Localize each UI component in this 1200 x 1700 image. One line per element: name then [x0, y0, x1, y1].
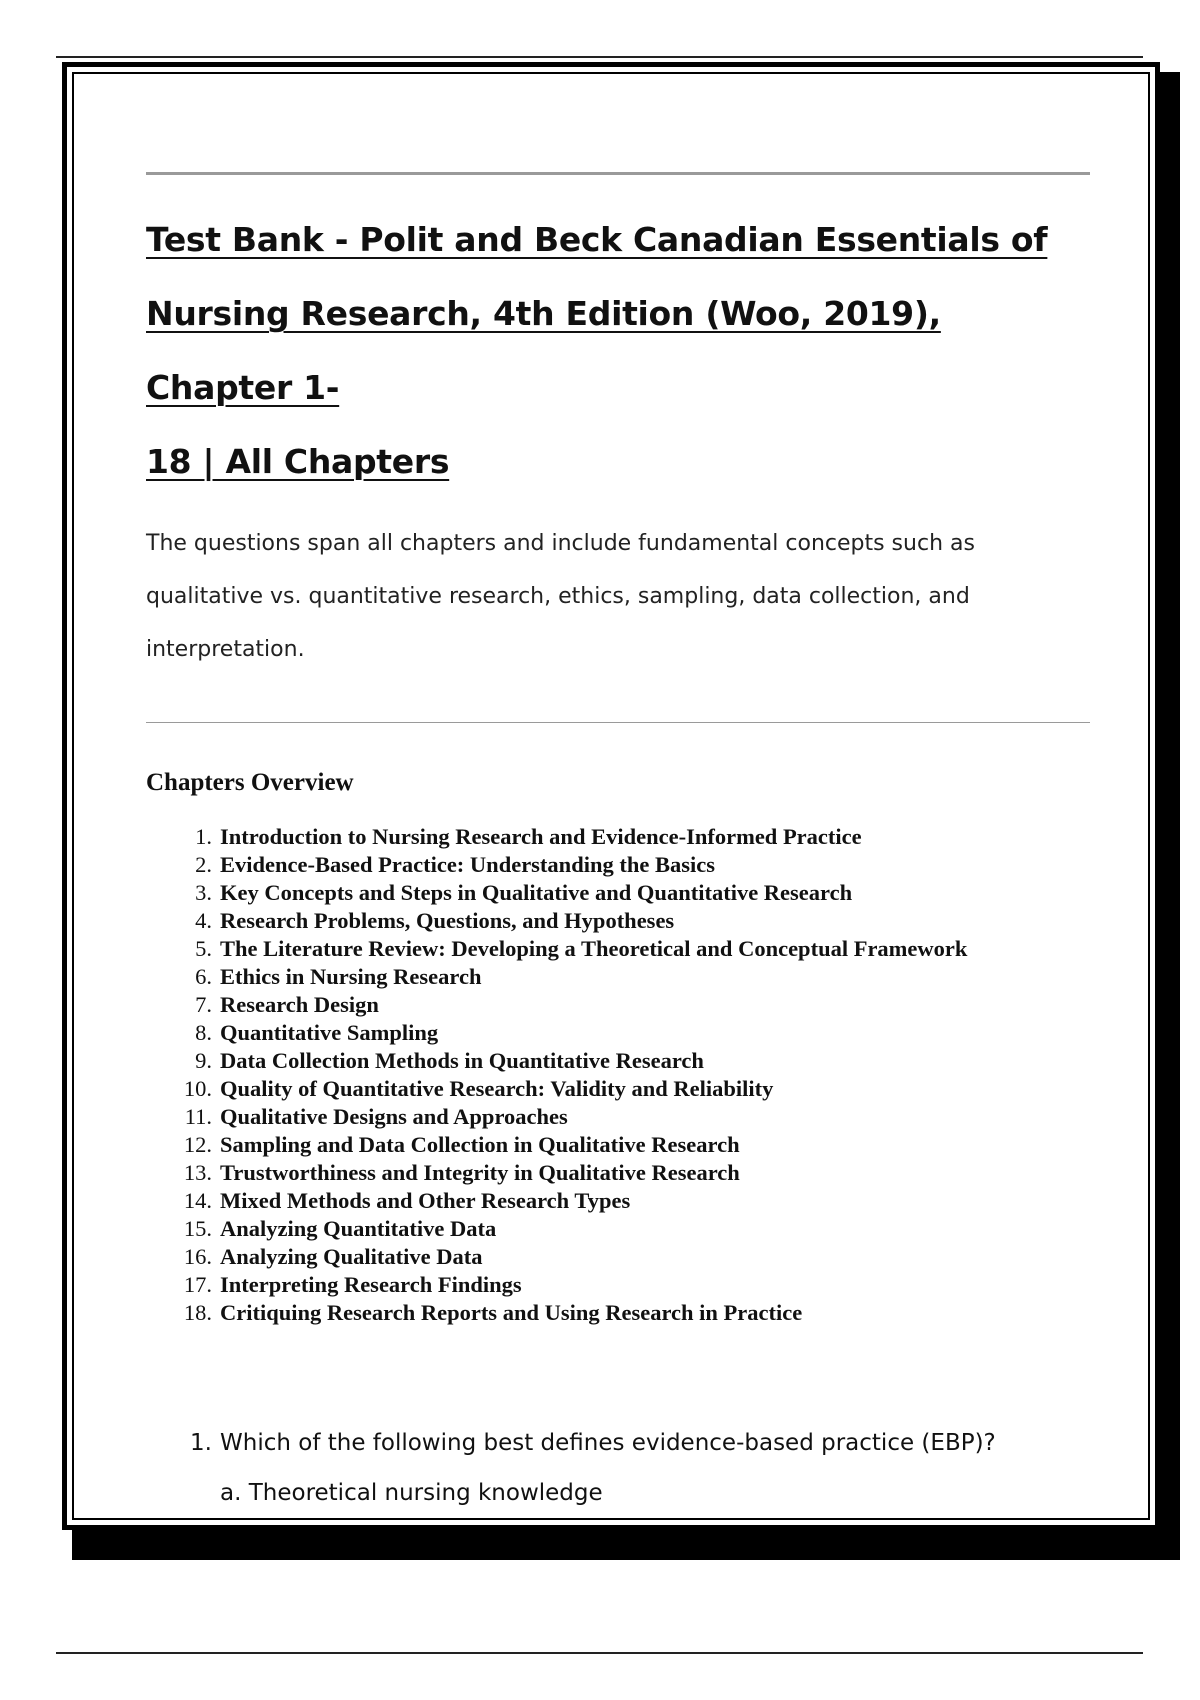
chapter-title: Data Collection Methods in Quantitative Research — [220, 1048, 704, 1073]
intro-line: qualitative vs. quantitative research, ethics, sampling, data collection, and — [146, 584, 970, 609]
chapter-item — [146, 963, 1090, 991]
question-row — [146, 1425, 1090, 1461]
chapter-item — [146, 1019, 1090, 1047]
chapter-item — [146, 1075, 1090, 1103]
chapter-item — [146, 1047, 1090, 1075]
chapter-number: 3. — [195, 880, 212, 905]
chapter-item — [146, 991, 1090, 1019]
title-line: Test Bank - Polit and Beck Canadian Essentials of — [146, 220, 1048, 259]
title-line: Nursing Research, 4th Edition (Woo, 2019), Chapter 1- — [146, 294, 941, 407]
chapter-item — [146, 1243, 1090, 1271]
chapter-item — [146, 851, 1090, 879]
chapter-item — [146, 1131, 1090, 1159]
chapter-title: Mixed Methods and Other Research Types — [220, 1188, 631, 1213]
chapter-number: 16. — [183, 1244, 212, 1269]
chapter-number: 6. — [195, 964, 212, 989]
title-top-divider — [146, 172, 1090, 175]
chapter-title: Ethics in Nursing Research — [220, 964, 482, 989]
top-page-rule — [56, 56, 1143, 58]
title-line: 18 | All Chapters — [146, 442, 450, 481]
question-block — [146, 1425, 1090, 1511]
chapter-number: 5. — [195, 936, 212, 961]
section-divider — [146, 722, 1090, 723]
chapter-title: Critiquing Research Reports and Using Research in Practice — [220, 1300, 803, 1325]
chapter-title: Sampling and Data Collection in Qualitative Research — [220, 1132, 740, 1157]
chapter-item — [146, 1215, 1090, 1243]
chapter-number: 8. — [195, 1020, 212, 1045]
chapters-list — [146, 823, 1090, 1327]
chapter-title: Research Design — [220, 992, 379, 1017]
intro-paragraph — [146, 517, 1026, 676]
chapter-number: 13. — [183, 1160, 212, 1185]
chapter-item — [146, 1271, 1090, 1299]
chapter-number: 11. — [184, 1104, 212, 1129]
chapter-title: The Literature Review: Developing a Theoretical and Conceptual Framework — [220, 936, 968, 961]
chapter-item — [146, 823, 1090, 851]
chapter-title: Trustworthiness and Integrity in Qualitative Research — [220, 1160, 740, 1185]
bottom-page-rule — [56, 1652, 1143, 1654]
chapter-number: 4. — [195, 908, 212, 933]
chapters-overview-heading: Chapters Overview — [146, 769, 354, 796]
document-title — [146, 203, 1090, 499]
chapter-item — [146, 1159, 1090, 1187]
chapter-title: Interpreting Research Findings — [220, 1272, 522, 1297]
intro-line: interpretation. — [146, 637, 305, 662]
answer-option-a: a. Theoretical nursing knowledge — [220, 1480, 603, 1506]
chapter-number: 12. — [183, 1132, 212, 1157]
chapter-title: Quality of Quantitative Research: Validity and Reliability — [220, 1076, 774, 1101]
chapter-number: 17. — [183, 1272, 212, 1297]
chapter-item — [146, 935, 1090, 963]
chapter-number: 2. — [195, 852, 212, 877]
chapter-title: Introduction to Nursing Research and Evidence-Informed Practice — [220, 824, 862, 849]
chapter-title: Quantitative Sampling — [220, 1020, 439, 1045]
document-content — [146, 172, 1090, 1511]
chapter-title: Analyzing Quantitative Data — [220, 1216, 497, 1241]
chapter-number: 7. — [195, 992, 212, 1017]
chapter-title: Evidence-Based Practice: Understanding the Basics — [220, 852, 715, 877]
chapter-item — [146, 1187, 1090, 1215]
chapter-number: 10. — [183, 1076, 212, 1101]
chapter-item — [146, 879, 1090, 907]
chapter-number: 1. — [195, 824, 212, 849]
chapter-item — [146, 1103, 1090, 1131]
chapter-title: Key Concepts and Steps in Qualitative and Quantitative Research — [220, 880, 853, 905]
chapter-number: 14. — [183, 1188, 212, 1213]
chapter-title: Analyzing Qualitative Data — [220, 1244, 483, 1269]
chapter-item — [146, 907, 1090, 935]
chapter-title: Research Problems, Questions, and Hypotheses — [220, 908, 675, 933]
question-text: Which of the following best defines evidence-based practice (EBP)? — [220, 1430, 996, 1456]
chapter-number: 18. — [183, 1300, 212, 1325]
chapter-number: 15. — [183, 1216, 212, 1241]
question-number: 1. — [190, 1430, 212, 1456]
chapter-title: Qualitative Designs and Approaches — [220, 1104, 568, 1129]
intro-line: The questions span all chapters and include fundamental concepts such as — [146, 531, 975, 556]
chapter-number: 9. — [195, 1048, 212, 1073]
chapter-item — [146, 1299, 1090, 1327]
